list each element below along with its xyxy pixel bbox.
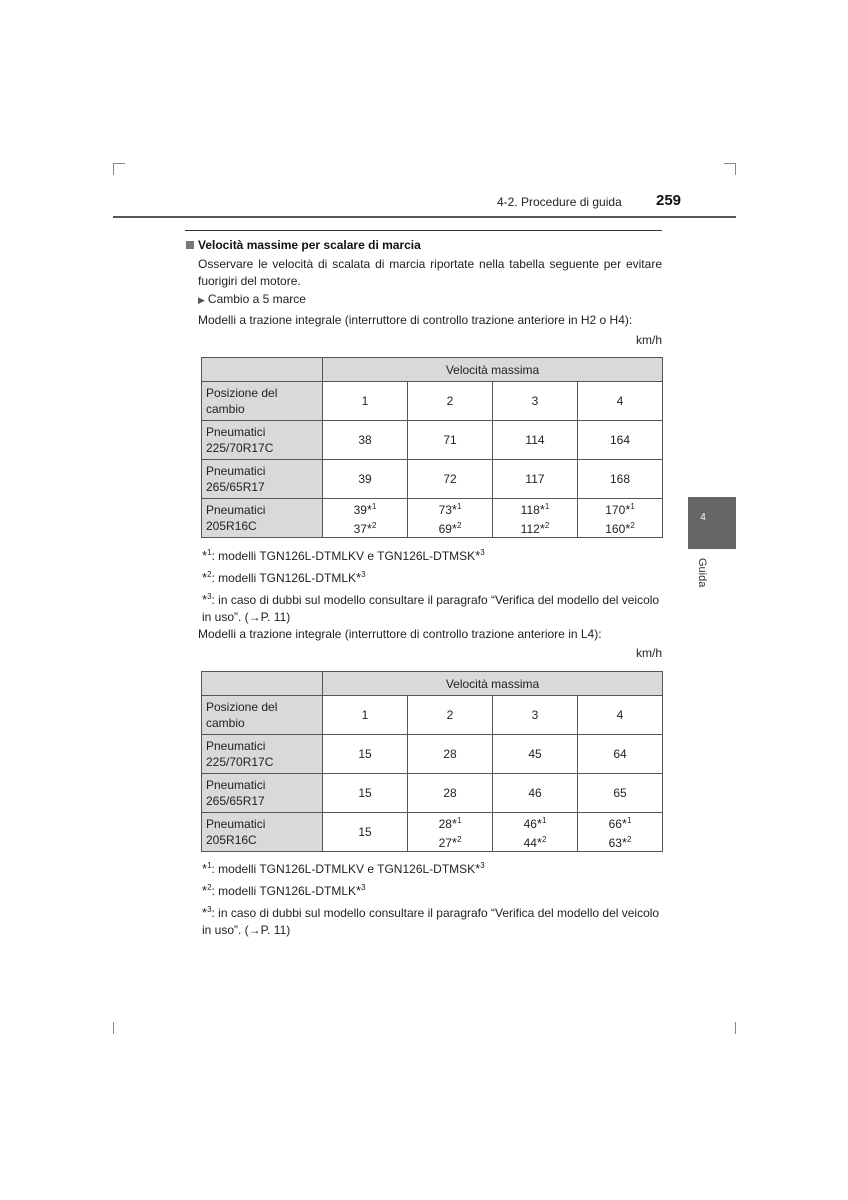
footnote-star: * <box>475 548 481 563</box>
header-rule <box>113 216 736 218</box>
footnote-star: * <box>539 502 545 517</box>
header-section: 4-2. Procedure di guida <box>497 195 622 209</box>
speed-value: 72 <box>408 460 493 499</box>
transmission-bullet <box>198 292 306 306</box>
footnote-star: * <box>536 835 542 850</box>
table1-unit: km/h <box>635 333 662 347</box>
footnote-mark: 1 <box>630 502 635 511</box>
tyre-label: Pneumatici 205R16C <box>202 813 323 852</box>
footnote-mark: 1 <box>456 816 462 825</box>
table-header: Velocità massima <box>323 358 663 382</box>
footnote-ref: 3 <box>361 883 366 892</box>
footnote-number: 3 <box>207 905 212 914</box>
speed-value-pair <box>578 813 663 852</box>
triangle-bullet-icon: ▶ <box>198 295 205 305</box>
footnote-mark: 2 <box>544 521 550 530</box>
footnote-number: 2 <box>207 883 212 892</box>
table2-caption: Modelli a trazione integrale (interruttore di controllo trazione anteriore in L4): <box>198 627 602 641</box>
footnote <box>202 857 662 878</box>
footnote <box>202 879 662 900</box>
speed-value: 66 <box>608 817 622 831</box>
footnote-mark: 2 <box>541 835 547 844</box>
footnote-star: * <box>475 861 481 876</box>
tyre-label: Pneumatici 265/65R17 <box>202 460 323 499</box>
footnote-star: * <box>625 502 631 517</box>
speed-value: 39 <box>323 460 408 499</box>
footnote-star: * <box>625 521 631 536</box>
gear-number: 2 <box>408 382 493 421</box>
section-rule <box>185 230 662 231</box>
speed-value: 164 <box>578 421 663 460</box>
footnote-star: * <box>356 883 362 898</box>
speed-value-pair <box>578 499 663 538</box>
speed-value: 15 <box>323 813 408 852</box>
footnote-star: * <box>451 521 457 536</box>
footnote-number: 2 <box>207 570 212 579</box>
footnote-star: * <box>202 548 208 563</box>
footnote-star: * <box>202 861 208 876</box>
gear-number: 2 <box>408 696 493 735</box>
gear-position-label: Posizione del cambio <box>202 382 323 421</box>
speed-value-pair <box>493 813 578 852</box>
footnote-mark: 1 <box>456 502 462 511</box>
footnote <box>202 588 662 626</box>
footnote-star: * <box>621 816 627 831</box>
footnote-star: * <box>202 592 208 607</box>
speed-table-1 <box>201 357 663 538</box>
transmission-bullet-text: Cambio a 5 marce <box>207 292 306 306</box>
speed-value: 45 <box>493 735 578 774</box>
footnote-mark: 1 <box>544 502 550 511</box>
gear-position-label: Posizione del cambio <box>202 696 323 735</box>
crop-mark <box>735 1022 736 1034</box>
speed-value: 63 <box>608 836 622 850</box>
footnote <box>202 566 662 587</box>
speed-value-pair <box>408 813 493 852</box>
gear-number: 4 <box>578 382 663 421</box>
crop-mark <box>113 163 114 175</box>
speed-value: 44 <box>523 836 537 850</box>
footnote-number: 3 <box>207 592 212 601</box>
tyre-label: Pneumatici 205R16C <box>202 499 323 538</box>
speed-value: 15 <box>323 774 408 813</box>
chapter-tab-label: Guida <box>696 558 708 588</box>
speed-value-pair <box>323 499 408 538</box>
speed-value: 37 <box>353 522 367 536</box>
table1-caption: Modelli a trazione integrale (interruttore di controllo trazione anteriore in H2 o H4): <box>198 313 633 327</box>
gear-number: 1 <box>323 382 408 421</box>
gear-number: 3 <box>493 696 578 735</box>
chapter-tab <box>688 497 736 549</box>
footnote-star: * <box>451 816 457 831</box>
speed-value: 28 <box>408 774 493 813</box>
tyre-label: Pneumatici 225/70R17C <box>202 421 323 460</box>
footnote-star: * <box>202 905 208 920</box>
speed-value: 117 <box>493 460 578 499</box>
footnote-text: : in caso di dubbi sul modello consultare il paragrafo “Verifica del modello del veicolo in uso”. (→P. 11) <box>202 593 660 624</box>
gear-number: 1 <box>323 696 408 735</box>
speed-value: 118 <box>520 503 540 517</box>
speed-value: 112 <box>520 522 540 536</box>
footnote-star: * <box>202 883 208 898</box>
table-corner-cell <box>202 358 323 382</box>
tyre-label: Pneumatici 225/70R17C <box>202 735 323 774</box>
footnote-star: * <box>451 502 457 517</box>
speed-value-pair <box>493 499 578 538</box>
footnote-text: : modelli TGN126L-DTMLKV e TGN126L-DTMSK <box>211 549 476 563</box>
speed-value: 64 <box>578 735 663 774</box>
footnote <box>202 544 662 565</box>
speed-value: 168 <box>578 460 663 499</box>
footnote-mark: 2 <box>456 521 462 530</box>
speed-table-2 <box>201 671 663 852</box>
crop-mark <box>113 1022 114 1034</box>
speed-value: 170 <box>605 503 626 517</box>
speed-value: 28 <box>438 817 452 831</box>
gear-number: 4 <box>578 696 663 735</box>
speed-value: 15 <box>323 735 408 774</box>
footnote-star: * <box>621 835 627 850</box>
page-number: 259 <box>656 192 682 209</box>
speed-value: 39 <box>353 503 367 517</box>
section-intro: Osservare le velocità di scalata di marcia riportate nella tabella seguente per evitare fuorigiri del motore. <box>198 257 662 288</box>
footnote-text: : in caso di dubbi sul modello consultare il paragrafo “Verifica del modello del veicolo in uso”. (→P. 11) <box>202 906 660 937</box>
footnote-number: 1 <box>207 548 212 557</box>
footnote-ref: 3 <box>361 570 366 579</box>
footnote-text: : modelli TGN126L-DTMLK <box>211 571 357 585</box>
speed-value: 27 <box>438 836 452 850</box>
footnote-text: : modelli TGN126L-DTMLKV e TGN126L-DTMSK <box>211 862 476 876</box>
footnote-mark: 1 <box>541 816 547 825</box>
tyre-label: Pneumatici 265/65R17 <box>202 774 323 813</box>
table-header: Velocità massima <box>323 672 663 696</box>
speed-value: 65 <box>578 774 663 813</box>
footnote-mark: 1 <box>626 816 632 825</box>
footnote-star: * <box>539 521 545 536</box>
speed-value: 69 <box>438 522 452 536</box>
footnote-mark: 2 <box>630 521 635 530</box>
table2-unit: km/h <box>635 646 662 660</box>
footnote-mark: 2 <box>371 521 377 530</box>
speed-value: 73 <box>438 503 452 517</box>
chapter-tab-number: 4 <box>700 512 706 523</box>
footnote-mark: 2 <box>456 835 462 844</box>
speed-value: 28 <box>408 735 493 774</box>
speed-value: 46 <box>493 774 578 813</box>
crop-mark <box>113 163 125 164</box>
footnote-number: 1 <box>207 861 212 870</box>
footnote-text: : modelli TGN126L-DTMLK <box>211 884 357 898</box>
footnote <box>202 901 662 939</box>
footnote-star: * <box>356 570 362 585</box>
table-corner-cell <box>202 672 323 696</box>
speed-value: 71 <box>408 421 493 460</box>
speed-value: 114 <box>493 421 578 460</box>
speed-value: 160 <box>605 522 626 536</box>
speed-value: 46 <box>523 817 537 831</box>
footnote-ref: 3 <box>480 548 485 557</box>
section-title-text: Velocità massime per scalare di marcia <box>198 238 421 252</box>
section-title <box>186 238 421 252</box>
footnote-mark: 2 <box>626 835 632 844</box>
footnote-star: * <box>366 502 372 517</box>
footnote-mark: 1 <box>371 502 377 511</box>
footnote-star: * <box>202 570 208 585</box>
footnote-star: * <box>366 521 372 536</box>
footnote-ref: 3 <box>480 861 485 870</box>
crop-mark <box>735 163 736 175</box>
speed-value-pair <box>408 499 493 538</box>
square-bullet-icon <box>186 241 194 249</box>
footnote-star: * <box>536 816 542 831</box>
footnote-star: * <box>451 835 457 850</box>
gear-number: 3 <box>493 382 578 421</box>
speed-value: 38 <box>323 421 408 460</box>
